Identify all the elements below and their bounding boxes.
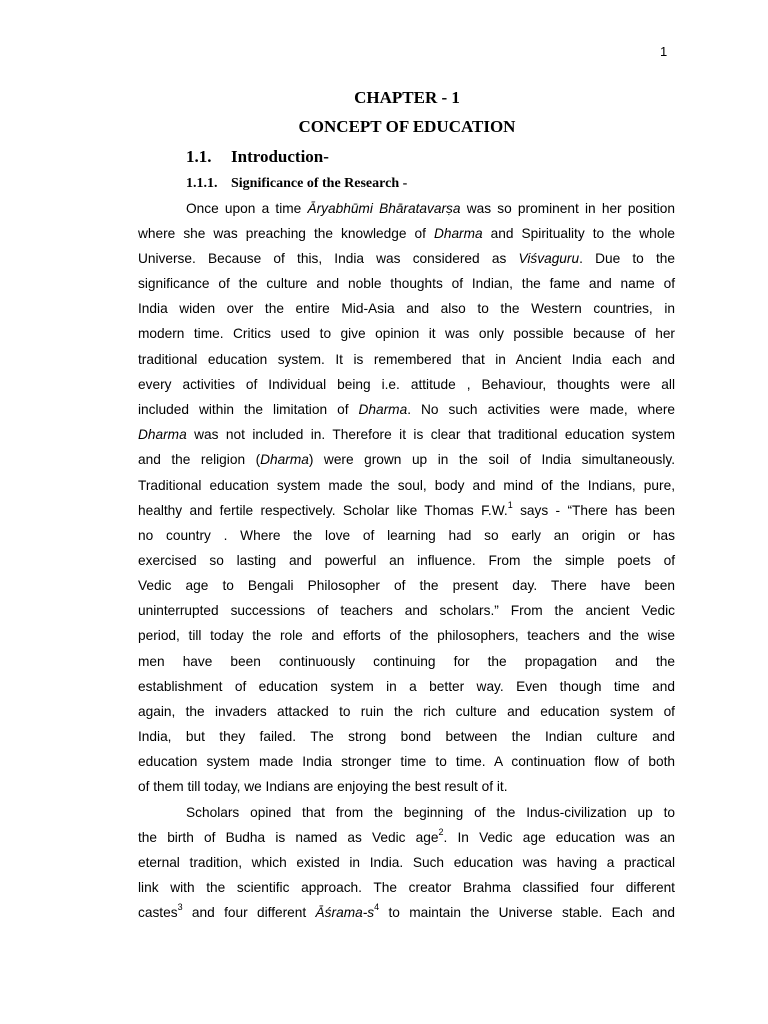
body-line: establishment of education system in a better way. Even though time and <box>138 679 675 694</box>
body-line: education system made India stronger time to time. A continuation flow of both <box>138 754 675 769</box>
body-line: and the religion (Dharma) were grown up in the soil of India simultaneously. <box>138 452 675 467</box>
body-line: India, but they failed. The strong bond between the Indian culture and <box>138 729 675 744</box>
body-line: period, till today the role and efforts of the philosophers, teachers and the wise <box>138 628 675 643</box>
section-heading <box>186 147 329 167</box>
chapter-heading: CHAPTER - 1 <box>354 88 460 107</box>
body-line: castes$^3$ and four different Āśrama-$s^4$ to maintain the Universe stable. Each and <box>138 902 676 920</box>
body-line: India widen over the entire Mid-Asia and also to the Western countries, in <box>138 301 675 316</box>
body-line: eternal tradition, which existed in India. Such education was having a practical <box>138 855 675 870</box>
body-line: no country . Where the love of learning had so early an origin or has <box>138 528 675 543</box>
body-line: the birth of Budha is named as Vedic age$^2$. In Vedic age education was an <box>138 827 675 845</box>
section-title: Introduction- <box>231 147 329 166</box>
subsection-title: Significance of the Research - <box>231 176 408 191</box>
page-number: 1 <box>660 44 668 59</box>
body-line: Vedic age to Bengali Philosopher of the present day. There have been <box>138 578 675 593</box>
footnote-ref: 3 <box>177 902 183 912</box>
body-line: men have been continuously continuing for the propagation and the <box>138 654 675 669</box>
body-line: Dharma was not included in. Therefore it is clear that traditional education system <box>138 427 675 442</box>
chapter-title: CONCEPT OF EDUCATION <box>298 117 516 136</box>
body-line: exercised so lasting and powerful an influence. From the simple poets of <box>138 553 675 568</box>
footnote-ref: 2 <box>438 827 444 837</box>
footnote-ref: 4 <box>374 902 380 912</box>
footnote-ref: 1 <box>507 500 513 510</box>
body-line: uninterrupted successions of teachers and scholars.” From the ancient Vedic <box>138 603 675 618</box>
body-line: every activities of Individual being i.e. attitude , Behaviour, thoughts were all <box>138 377 675 392</box>
body-line: where she was preaching the knowledge of Dharma and Spirituality to the whole <box>138 226 676 241</box>
body-line: modern time. Critics used to give opinion it was only possible because of her <box>138 326 675 341</box>
body-line: Once upon a time Āryabhūmi Bhāratavarṣa was so prominent in her position <box>186 201 675 216</box>
body-line: healthy and fertile respectively. Scholar like Thomas F.W.$^1$ says - “There has been <box>138 500 675 518</box>
body-line: Universe. Because of this, India was considered as Viśvaguru. Due to the <box>138 251 675 266</box>
body-line: of them till today, we Indians are enjoying the best result of it. <box>138 779 508 794</box>
body-line: link with the scientific approach. The creator Brahma classified four different <box>138 880 675 895</box>
body-line: again, the invaders attacked to ruin the rich culture and education system of <box>138 704 675 719</box>
body-line: Traditional education system made the soul, body and mind of the Indians, pure, <box>138 478 675 493</box>
subsection-heading <box>186 176 407 192</box>
subsection-number: 1.1.1. <box>186 176 218 191</box>
body-line: significance of the culture and noble thoughts of Indian, the fame and name of <box>138 276 675 291</box>
body-line: traditional education system. It is remembered that in Ancient India each and <box>138 352 675 367</box>
body-line: included within the limitation of Dharma. No such activities were made, where <box>138 402 675 417</box>
body-line: Scholars opined that from the beginning of the Indus-civilization up to <box>186 805 675 820</box>
section-number: 1.1. <box>186 147 212 166</box>
